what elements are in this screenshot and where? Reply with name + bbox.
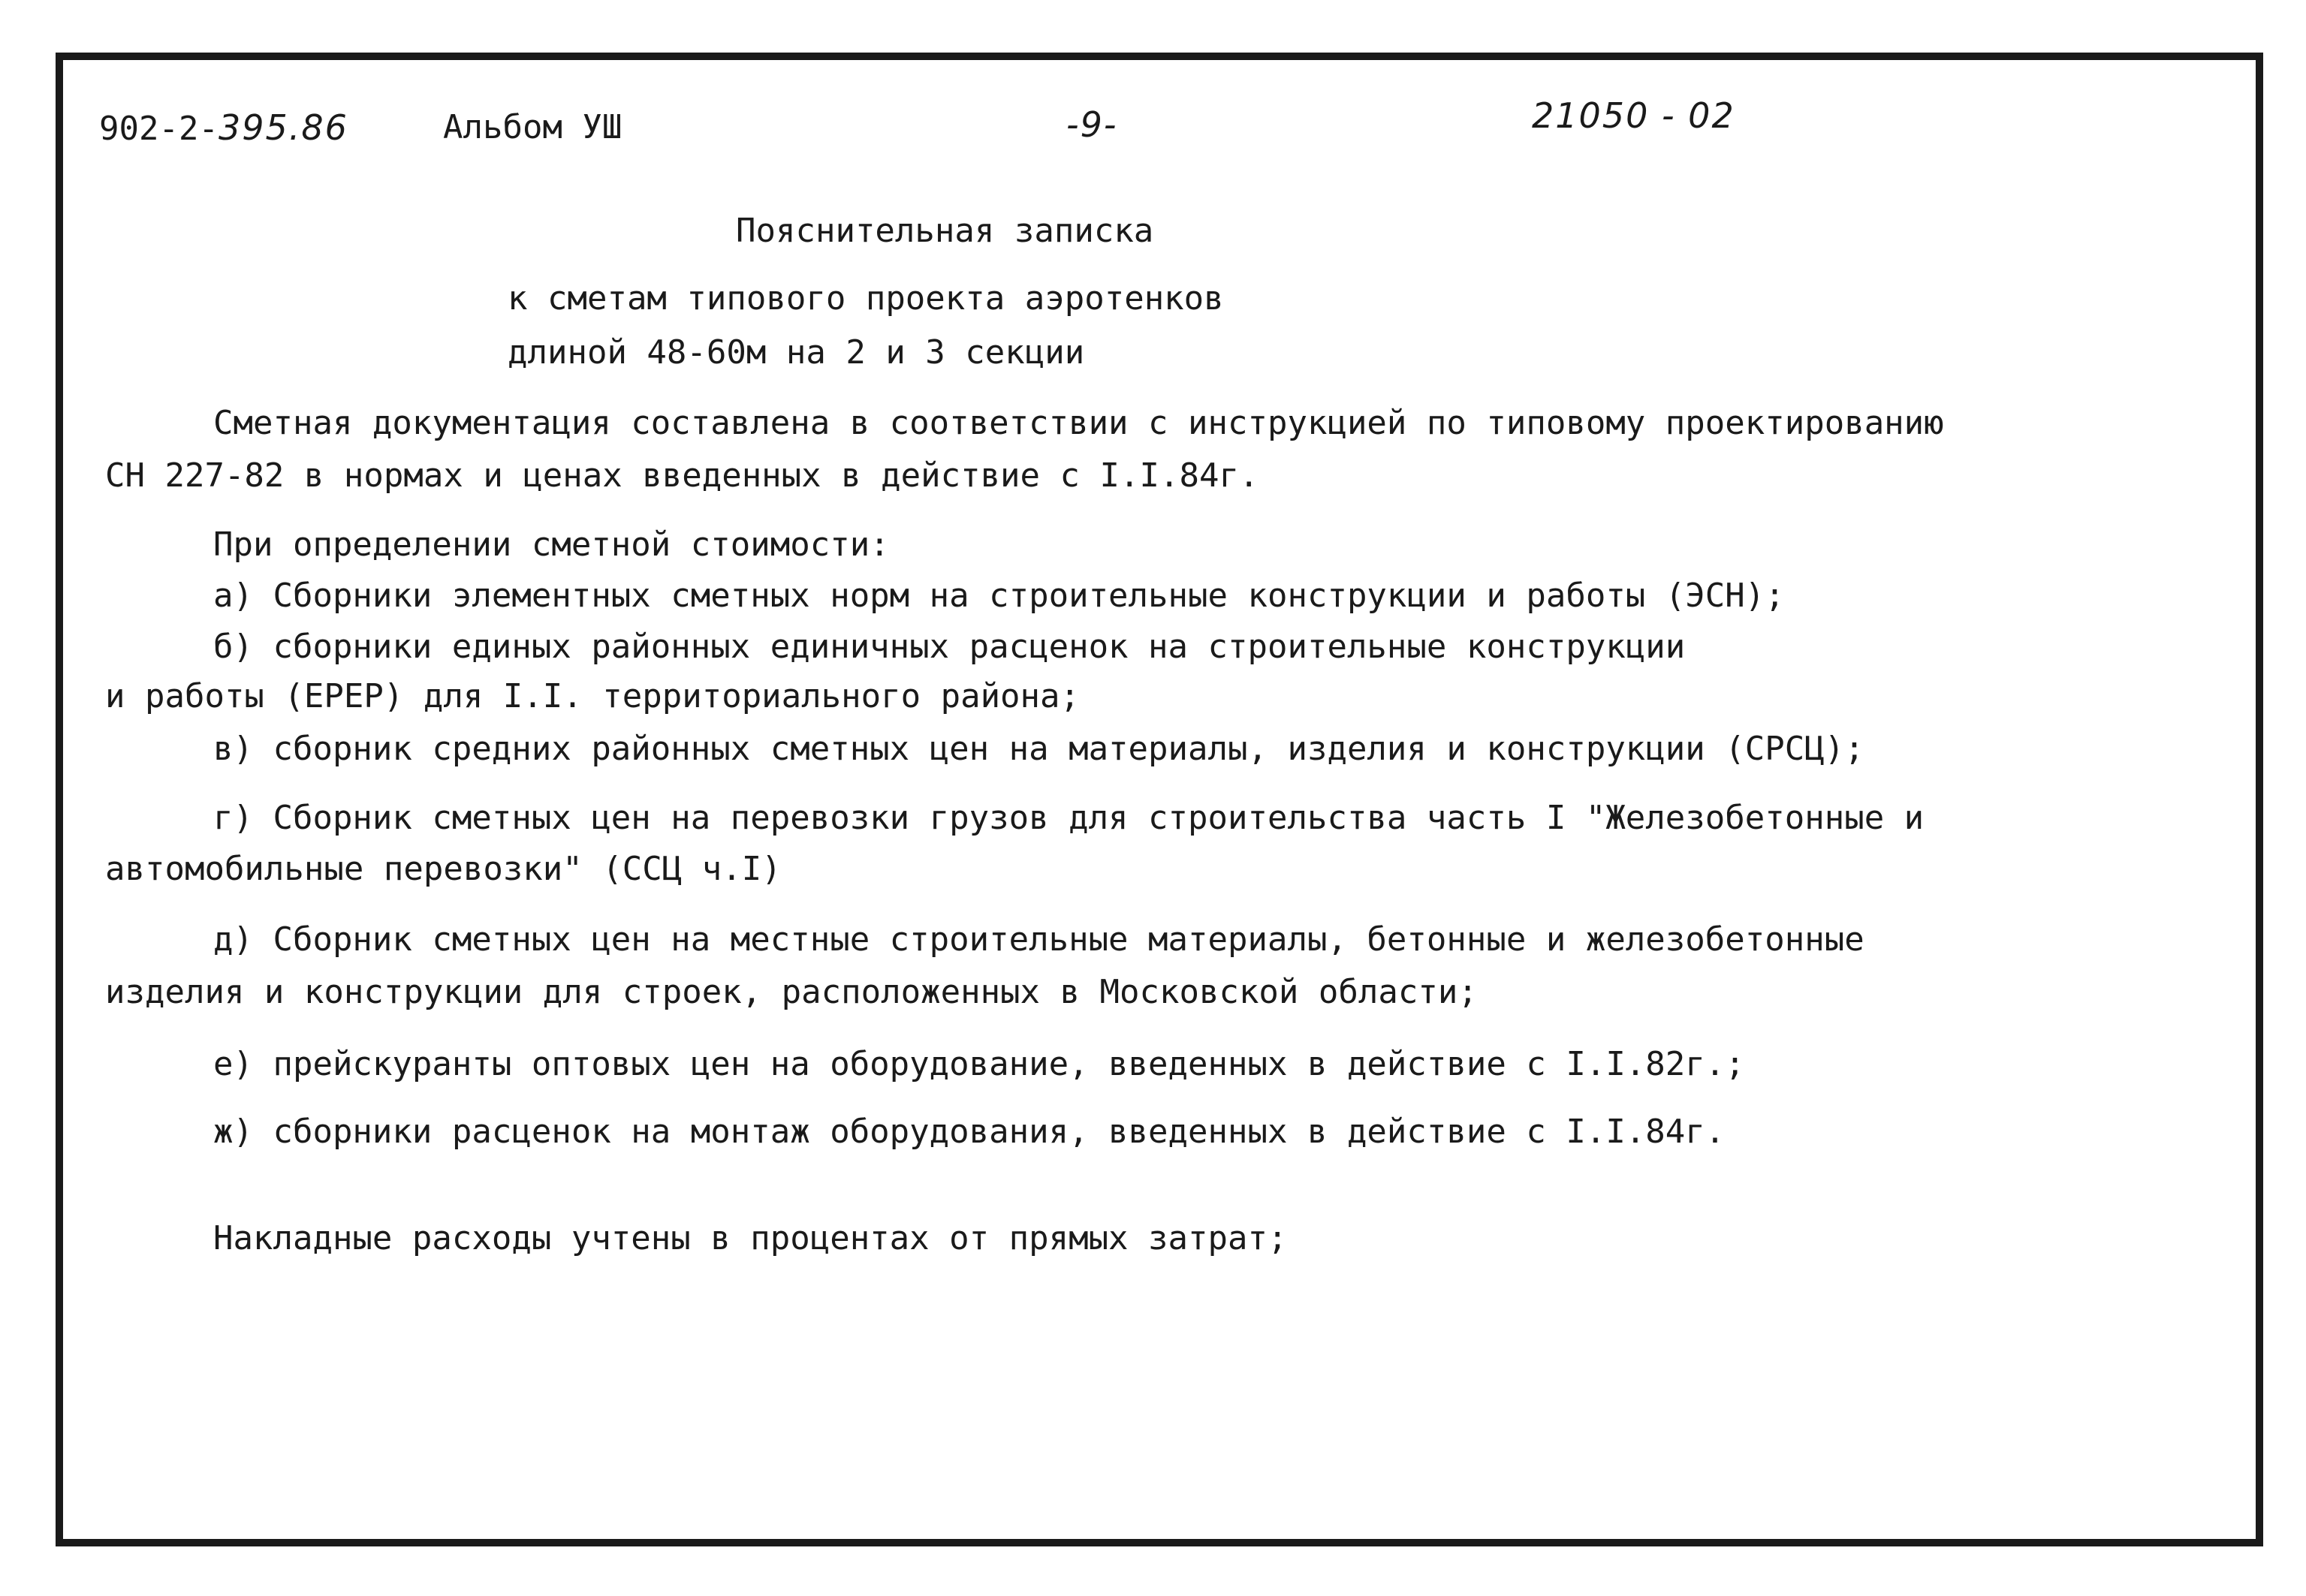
list-item-d-line-2: изделия и конструкции для строек, расположенных в Московской области; xyxy=(105,973,1478,1011)
list-intro: При определении сметной стоимости: xyxy=(213,525,890,564)
intro-paragraph-line-2: СН 227-82 в нормах и ценах введенных в действие с I.I.84г. xyxy=(105,456,1259,495)
document-title: Пояснительная записка xyxy=(736,212,1154,250)
page-number: -9- xyxy=(1066,104,1118,145)
list-item-g-line-2: автомобильные перевозки" (ССЦ ч.I) xyxy=(105,850,782,888)
list-item-g-line-1: г) Сборник сметных цен на перевозки грузов для строительства часть I "Железобетонные и xyxy=(213,799,1925,837)
list-item-e: е) прейскуранты оптовых цен на оборудование, введенных в действие с I.I.82г.; xyxy=(213,1045,1745,1083)
list-item-b-line-2: и работы (ЕРЕР) для I.I. территориального района; xyxy=(105,677,1081,715)
list-item-d-line-1: д) Сборник сметных цен на местные строительные материалы, бетонные и железобетонные xyxy=(213,920,1864,959)
document-subtitle-line-1: к сметам типового проекта аэротенков xyxy=(508,279,1224,318)
list-item-zh: ж) сборники расценок на монтаж оборудования, введенных в действие с I.I.84г. xyxy=(213,1113,1726,1151)
document-subtitle-line-2: длиной 48-60м на 2 и 3 секции xyxy=(508,333,1085,372)
document-number: 21050 - 02 xyxy=(1532,95,1735,136)
list-item-v: в) сборник средних районных сметных цен на материалы, изделия и конструкции (СРСЦ); xyxy=(213,730,1864,768)
document-code-printed: 902-2- xyxy=(99,110,219,148)
document-code-handwritten: 395.86 xyxy=(218,107,348,148)
list-item-b-line-1: б) сборники единых районных единичных расценок на строительные конструкции xyxy=(213,628,1686,666)
document-code xyxy=(99,105,348,152)
album-label: Альбом УШ xyxy=(443,108,622,146)
list-item-a: а) Сборники элементных сметных норм на строительные конструкции и работы (ЭСН); xyxy=(213,577,1785,615)
overhead-paragraph: Накладные расходы учтены в процентах от прямых затрат; xyxy=(213,1219,1288,1257)
intro-paragraph-line-1: Сметная документация составлена в соответствии с инструкцией по типовому проектированию xyxy=(213,404,1944,442)
